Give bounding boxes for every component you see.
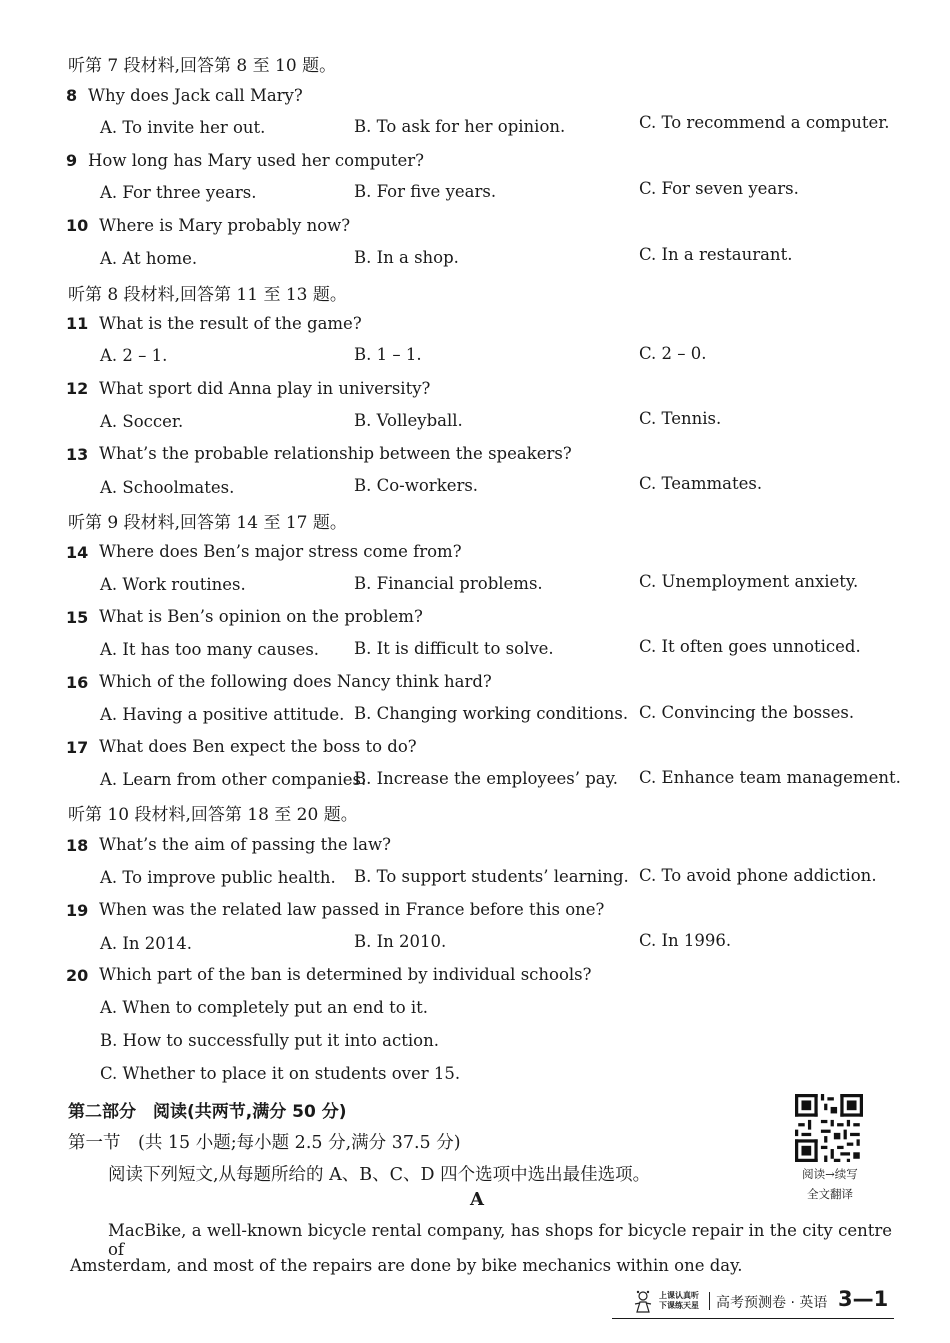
question-text: How long has Mary used her computer? <box>88 151 425 170</box>
option-b: B. Increase the employees’ pay. <box>354 769 618 788</box>
question-text: Which of the following does Nancy think hard? <box>99 672 492 691</box>
qr-caption-1: 阅读→续写 <box>802 1167 858 1181</box>
option-a: A. For three years. <box>100 183 257 202</box>
option-b: B. 1 – 1. <box>354 345 422 364</box>
instruction: 阅读下列短文,从每题所给的 A、B、C、D 四个选项中选出最佳选项。 <box>108 1165 651 1185</box>
option-b: B. For five years. <box>354 182 497 201</box>
option-a: A. Schoolmates. <box>100 478 235 497</box>
option-c: C. Whether to place it on students over 15. <box>100 1064 461 1083</box>
option-b: B. Volleyball. <box>354 411 463 430</box>
question-text: What does Ben expect the boss to do? <box>99 737 417 756</box>
passage-line-2: Amsterdam, and most of the repairs are done by bike mechanics within one day. <box>70 1256 743 1275</box>
question-number: 12 <box>66 379 89 398</box>
section-intro-8: 听第 8 段材料,回答第 11 至 13 题。 <box>68 285 347 305</box>
question-number: 8 <box>66 86 78 105</box>
option-a: A. To invite her out. <box>100 118 266 137</box>
option-a: A. When to completely put an end to it. <box>100 998 429 1017</box>
question-number: 13 <box>66 445 89 464</box>
question-number: 16 <box>66 673 89 692</box>
footer <box>612 1287 897 1314</box>
qr-code[interactable] <box>795 1094 863 1162</box>
question-number: 17 <box>66 738 89 757</box>
option-c: C. To avoid phone addiction. <box>639 866 877 885</box>
section-intro-10: 听第 10 段材料,回答第 18 至 20 题。 <box>68 805 358 825</box>
option-a: A. Work routines. <box>100 575 246 594</box>
slogan-top: 上课认真听 <box>659 1291 699 1300</box>
question-text: When was the related law passed in France before this one? <box>99 900 605 919</box>
option-c: C. Convincing the bosses. <box>639 703 855 722</box>
slogan-bottom: 下课练天星 <box>659 1301 699 1310</box>
option-b: B. Co-workers. <box>354 476 479 495</box>
option-a: A. At home. <box>100 249 198 268</box>
option-a: A. Learn from other companies. <box>100 770 367 789</box>
part-title: 第二部分 阅读(共两节,满分 50 分) <box>68 1102 347 1122</box>
footer-divider <box>709 1292 710 1310</box>
option-b: B. Changing working conditions. <box>354 704 629 723</box>
section-one-title: 第一节 (共 15 小题;每小题 2.5 分,满分 37.5 分) <box>68 1133 461 1153</box>
passage-line-1: MacBike, a well-known bicycle rental company, has shops for bicycle repair in the city centre of <box>108 1221 892 1259</box>
question-number: 10 <box>66 216 89 235</box>
option-c: C. In 1996. <box>639 931 732 950</box>
question-number: 19 <box>66 901 89 920</box>
question-text: Why does Jack call Mary? <box>88 86 303 105</box>
section-intro-9: 听第 9 段材料,回答第 14 至 17 题。 <box>68 513 347 533</box>
option-c: C. To recommend a computer. <box>639 113 890 132</box>
question-number: 20 <box>66 966 89 985</box>
question-number: 18 <box>66 836 89 855</box>
qr-caption-2: 全文翻译 <box>807 1187 853 1201</box>
passage-label: A <box>470 1189 484 1210</box>
option-b: B. In a shop. <box>354 248 459 267</box>
option-c: C. Unemployment anxiety. <box>639 572 859 591</box>
option-b: B. To support students’ learning. <box>354 867 629 886</box>
option-b: B. In 2010. <box>354 932 447 951</box>
option-a: A. To improve public health. <box>100 868 336 887</box>
question-number: 9 <box>66 151 78 170</box>
option-b: B. To ask for her opinion. <box>354 117 566 136</box>
question-number: 11 <box>66 314 89 333</box>
option-a: A. In 2014. <box>100 934 193 953</box>
option-b: B. It is difficult to solve. <box>354 639 554 658</box>
option-c: C. Enhance team management. <box>639 768 901 787</box>
question-text: What is Ben’s opinion on the problem? <box>99 607 423 626</box>
option-c: C. In a restaurant. <box>639 245 793 264</box>
option-c: C. Tennis. <box>639 409 722 428</box>
question-text: What’s the probable relationship between the speakers? <box>99 444 572 463</box>
question-text: What’s the aim of passing the law? <box>99 835 391 854</box>
question-text: What sport did Anna play in university? <box>99 379 431 398</box>
section-intro-7: 听第 7 段材料,回答第 8 至 10 题。 <box>68 56 337 76</box>
option-c: C. For seven years. <box>639 179 799 198</box>
series-title: 高考预测卷 · 英语 <box>716 1295 828 1311</box>
option-a: A. Soccer. <box>100 412 184 431</box>
question-text: Which part of the ban is determined by individual schools? <box>99 965 592 984</box>
option-c: C. Teammates. <box>639 474 763 493</box>
question-number: 15 <box>66 608 89 627</box>
option-c: C. 2 – 0. <box>639 344 707 363</box>
page-number: 3—1 <box>838 1287 889 1311</box>
option-b: B. Financial problems. <box>354 574 543 593</box>
option-a: A. It has too many causes. <box>100 640 320 659</box>
question-text: What is the result of the game? <box>99 314 362 333</box>
footer-rule <box>612 1318 894 1319</box>
option-a: A. Having a positive attitude. <box>100 705 345 724</box>
option-b: B. How to successfully put it into action. <box>100 1031 439 1050</box>
question-text: Where is Mary probably now? <box>99 216 351 235</box>
question-number: 14 <box>66 543 89 562</box>
mascot-icon <box>632 1290 654 1314</box>
question-text: Where does Ben’s major stress come from? <box>99 542 462 561</box>
option-c: C. It often goes unnoticed. <box>639 637 861 656</box>
option-a: A. 2 – 1. <box>100 346 168 365</box>
